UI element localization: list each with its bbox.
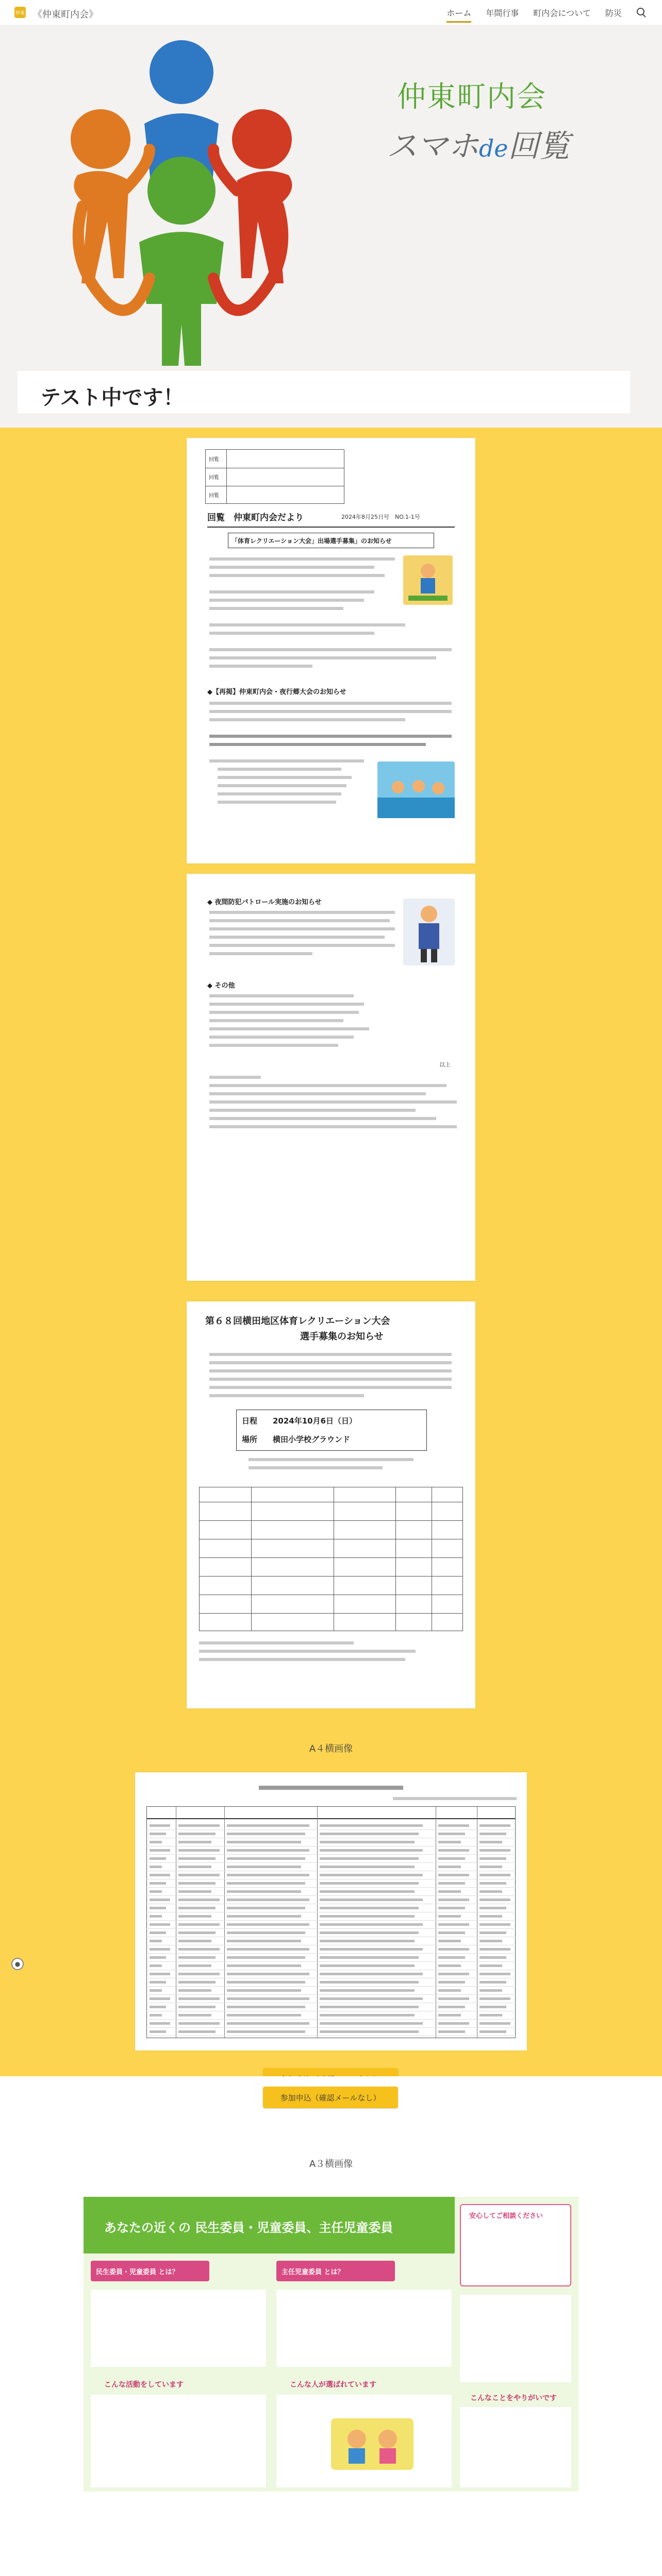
entry-form-table — [199, 1487, 463, 1631]
end-mark: 以上 — [439, 1061, 451, 1068]
circulation-stamp-table — [205, 449, 344, 504]
schedule-table-row — [146, 1838, 516, 1846]
nav-item-about[interactable]: 町内会について — [533, 8, 591, 18]
hero-subtitle-pre: スマホ — [387, 128, 479, 164]
poster-left-heading: 民生委員・児童委員 とは？ — [96, 2268, 179, 2276]
schedule-table-row — [146, 2020, 516, 2028]
schedule-table-row — [146, 1904, 516, 1912]
site-logo[interactable]: 仲東 — [14, 7, 26, 18]
poster-col1-heading: こんな活動をしています — [104, 2381, 184, 2389]
notice-title: 「体育レクリエーション大会」出場選手募集」のお知らせ — [231, 537, 392, 545]
schedule-table-row — [146, 1896, 516, 1904]
schedule-table-row — [146, 1987, 516, 1995]
community-figures-logo — [46, 36, 315, 366]
schedule-table-row — [146, 1846, 516, 1855]
apply-without-confirmation-button[interactable]: 参加申込（確認メールなし） — [263, 2087, 398, 2108]
event-venue-value: 横田小学校グラウンド — [273, 1435, 351, 1444]
main-nav — [446, 0, 647, 25]
a4-image-caption: A４横画像 — [309, 1743, 353, 1754]
hero-subtitle-post: 回覧 — [508, 128, 570, 164]
a3-image-caption: A３横画像 — [309, 2159, 353, 2170]
schedule-table-row — [146, 1830, 516, 1838]
schedule-table-row — [146, 2011, 516, 2020]
newsletter-title: 回覧 仲東町内会だより — [207, 513, 304, 523]
hero-title: 仲東町内会 — [397, 80, 547, 114]
section-night-event-title: ◆【再掲】仲東町内会・夜行郷大会のお知らせ — [207, 688, 346, 696]
nav-item-disaster-prevention[interactable]: 防災 — [605, 8, 622, 18]
schedule-table-row — [146, 1879, 516, 1888]
a4-landscape-schedule[interactable] — [135, 1772, 527, 2050]
newsletter-page-3[interactable] — [187, 1301, 475, 1708]
top-navigation-bar — [0, 0, 662, 25]
nav-item-home[interactable]: ホーム — [446, 1, 471, 25]
schedule-table-row — [146, 1888, 516, 1896]
poster-illustration — [326, 2413, 419, 2475]
circulation-label-3: 回覧 — [209, 493, 219, 499]
newsletter-date: 2024年8月25日号 NO.1-1号 — [341, 514, 420, 520]
poster-main-title: あなたの近くの 民生委員・児童委員、主任児童委員 — [104, 2221, 393, 2235]
sports-event-subtitle: 選手募集のお知らせ — [300, 1331, 384, 1342]
cookie-settings-icon[interactable]: ● — [11, 1958, 24, 1970]
hero-banner — [0, 25, 662, 428]
test-notice-banner — [18, 371, 630, 413]
schedule-table-row — [146, 1970, 516, 1978]
circulation-label-2: 回覧 — [209, 475, 219, 481]
hero-subtitle — [387, 122, 570, 166]
welfare-committee-poster[interactable] — [84, 2197, 578, 2492]
schedule-table-row — [146, 1921, 516, 1929]
schedule-table-row — [146, 1995, 516, 2003]
schedule-table-row — [146, 2028, 516, 2036]
sports-event-title: 第６８回横田地区体育レクリエーション大会 — [205, 1316, 390, 1327]
schedule-table-row — [146, 1962, 516, 1970]
newsletter-section — [0, 428, 662, 2076]
hero-subtitle-de: de — [478, 134, 508, 162]
patrol-illustration — [403, 899, 455, 965]
schedule-table-row — [146, 1945, 516, 1954]
circulation-label-1: 回覧 — [209, 457, 219, 463]
schedule-table-row — [146, 1822, 516, 1830]
sports-illustration — [403, 555, 453, 605]
poster-col3-heading: こんなことをやりがいです — [470, 2394, 557, 2402]
schedule-table-row — [146, 1929, 516, 1937]
event-date-value: 2024年10月6日（日） — [273, 1416, 357, 1426]
event-venue-label: 場所 — [242, 1435, 258, 1444]
section-other-title: ◆ その他 — [207, 982, 235, 990]
newsletter-page-1[interactable] — [187, 438, 475, 863]
schedule-table-row — [146, 1978, 516, 1987]
festival-illustration — [377, 761, 455, 818]
schedule-table-row — [146, 2003, 516, 2011]
schedule-table-row — [146, 1937, 516, 1945]
schedule-table-row — [146, 1855, 516, 1863]
search-icon[interactable] — [636, 7, 647, 18]
schedule-table-row — [146, 1954, 516, 1962]
poster-col2-heading: こんな人が選ばれています — [290, 2381, 376, 2389]
newsletter-page-2[interactable] — [187, 874, 475, 1281]
poster-consult-heading: 安心してご相談ください — [469, 2212, 543, 2220]
poster-mid-heading: 主任児童委員 とは？ — [282, 2268, 344, 2276]
event-date-label: 日程 — [242, 1416, 258, 1426]
lower-section — [0, 2076, 662, 2576]
nav-item-annual-events[interactable]: 年間行事 — [486, 8, 519, 18]
test-notice-text: テスト中です！ — [40, 386, 184, 410]
schedule-table-row — [146, 1871, 516, 1879]
section-patrol-title: ◆ 夜間防犯パトロール実施のお知らせ — [207, 899, 322, 906]
schedule-table-row — [146, 1863, 516, 1871]
site-title[interactable]: 《仲東町内会》 — [33, 9, 98, 20]
schedule-table-row — [146, 1912, 516, 1921]
